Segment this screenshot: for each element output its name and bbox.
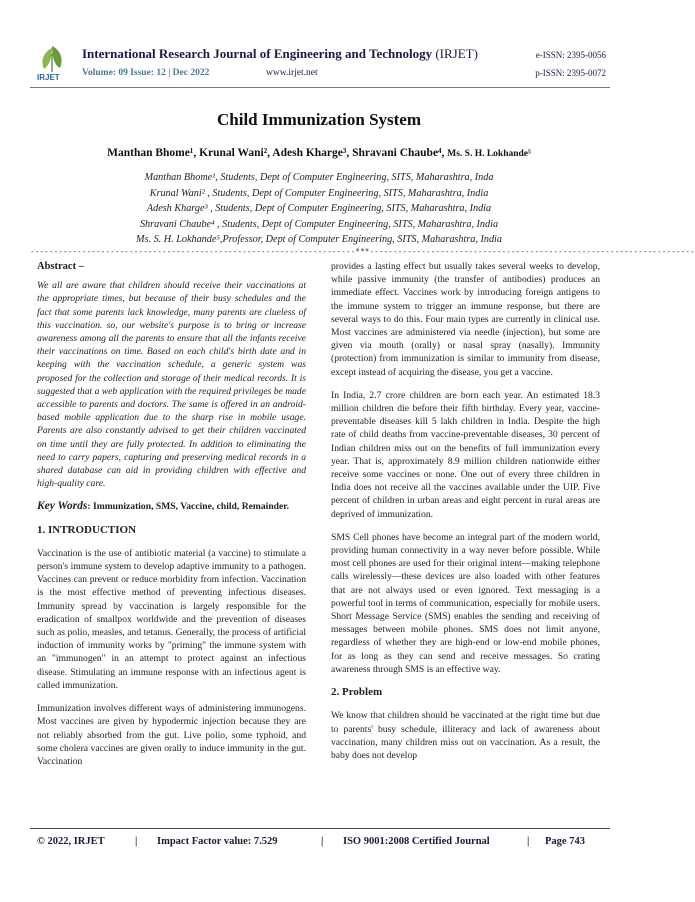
author-line [0,147,638,159]
journal-name: International Research Journal of Engineering and Technology [82,46,433,61]
right-paragraph-2: In India, 2.7 crore children are born each year. An estimated 18.3 million children die before their fifth birthday. Every year, vaccine-preventable diseases kill 5 lakh children in India. Despite the high rate of child deaths from vaccine-preventable diseases, 30 percent of Indian children miss out on the benefits of full immunization every year. That is, approximately 8.9 million children nationwide either receive some vaccines or none. One out of every three children in India does not receive all the vaccines available under the UIP. Five percent of children in urban areas and eight percent in rural areas are deprived of immunization. [331,389,600,520]
right-paragraph-1: provides a lasting effect but usually takes several weeks to develop, while passive immunity (the transfer of antibodies) produces an immediate effect. Vaccines work by introducing foreign antigens to the immune system to trigger an immune response, but there are several ways to do this. Four main types are currently in clinical use. Most vaccines are administered via needle (injection), but some are given via mouth (orally) or nasal spray (nasally). Immunity (protection) from immunization is similar to immunity from disease, except instead of acquiring the disease, you get a vaccine. [331,261,600,378]
footer-divider [30,828,610,829]
keywords-text: : Immunization, SMS, Vaccine, child, Remainder. [87,501,290,513]
right-paragraph-3: SMS Cell phones have become an integral part of the modern world, providing human connectivity in a way never before possible. While most cell phones are used for their original intent—making telephone calls wirelessly—these devices are also loaded with other features that are not always used or even ignored. Text messaging is a powerful tool in terms of communication, especially for mobile users. Short Message Service (SMS) enables the sending and receiving of messages between mobile phones. SMS does not limit anyone, regardless of whether they are high-end or low-end mobile phones, for as long as they can send and receive messages. So crating awareness through SMS is an effective way. [331,531,600,675]
introduction-heading: 1. INTRODUCTION [37,523,137,536]
paper-title: Child Immunization System [216,110,422,129]
pissn: p-ISSN: 2395-0072 [535,68,606,78]
journal-title [82,46,478,62]
problem-text: We know that children should be vaccinated at the right time but due to parents' busy schedule, illiteracy and lack of awareness about vaccination, many children miss out on vaccination. As a result, the baby does not develop [331,710,600,761]
abstract-text: We all are aware that children should receive their vaccinations at the appropriate times, but because of their busy schedules and the fact that some parents lack knowledge, many parents are clueless of this vaccination. so, our website's purpose is to bring or increase awareness among all the parents to ensure that all the infants receive their vaccinations on time. Based on each child's birth date and in keeping with the vaccination schedule, a generic system was proposed for the collection and storage of their medical records. It is suggested that a web application with the required privileges be made accessible to parents and doctors. The same is offered in an android-based mobile application due to the sharp rise in mobile usage. Parents are also constantly advised to get their children vaccinated on time until they are fully protected. In addition to eliminating the need to carry papers, capturing and preserving medical records in a shared database can aid in providing children with effective and high-quality care. [37,280,306,490]
footer-separator-2: | [321,836,324,847]
header-divider [30,87,610,88]
affiliation-1: Manthan Bhome¹, Students, Dept of Computer Engineering, SITS, Maharashtra, Inda [144,172,494,183]
footer-separator-1: | [135,836,138,847]
authors-main: Manthan Bhome¹, Krunal Wani², Adesh Kharge³, Shravani Chaube⁴, [107,147,445,159]
volume-issue: Volume: 09 Issue: 12 | Dec 2022 [82,68,210,78]
affiliation-2: Krunal Wani² , Students, Dept of Computer Engineering, SITS, Maharashtra, India [149,187,489,199]
footer-impact-factor: Impact Factor value: 7.529 [157,836,278,847]
problem-heading: 2. Problem [331,686,383,699]
introduction-paragraph-2: Immunization involves different ways of administering immunogens. Most vaccines are given by hypodermic injection because they are not reliably absorbed from the gut. Live polio, some typhoid, and some cholera vaccines are given orally to induce immunity in the gut. Vaccination [37,703,306,767]
eissn: e-ISSN: 2395-0056 [535,50,606,60]
authors-last: Ms. S. H. Lokhande⁵ [447,149,531,159]
irjet-logo-icon [36,44,68,82]
affiliation-5: Ms. S. H. Lokhande⁵,Professor, Dept of Computer Engineering, SITS, Maharashtra, India [136,234,502,245]
svg-text:IRJET: IRJET [37,73,60,82]
footer-page-number: Page 743 [545,836,585,847]
keywords [37,500,306,513]
left-column [37,260,306,778]
affiliation-3: Adesh Kharge³ , Students, Dept of Computer Engineering, SITS, Maharashtra, India [146,203,492,214]
affiliation-4: Shravani Chaube⁴ , Students, Dept of Computer Engineering, SITS, Maharashtra, India [139,218,499,230]
footer-iso: ISO 9001:2008 Certified Journal [343,836,490,847]
keywords-label: Key Words [37,500,88,513]
journal-website-link[interactable]: www.irjet.net [266,68,318,78]
introduction-paragraph-1: Vaccination is the use of antibiotic material (a vaccine) to stimulate a person's immune system to develop adaptive immunity to a pathogen. Vaccines can prevent or reduce morbidity from infection. Vaccination is the most effective method of preventing infectious diseases. Immunity spread by vaccination is largely responsible for the eradication of smallpox worldwide and the prevention of diseases such as polio, measles, and tetanus. Generally, the process of artificial induction of immunity works by "priming" the immune system with an "immunogen" in an attempt to protect against an infectious disease. Stimulating an immune response with an infectious agent is called immunization. [37,547,306,691]
section-separator: ---------------------------------------------------------------------***--------------------------------------------------------------------- [30,247,695,256]
journal-abbr: (IRJET) [435,46,478,61]
right-column [331,260,600,772]
footer-copyright: © 2022, IRJET [37,836,105,847]
footer-separator-3: | [527,836,530,847]
journal-header [30,44,610,88]
abstract-heading: Abstract – [37,261,84,272]
